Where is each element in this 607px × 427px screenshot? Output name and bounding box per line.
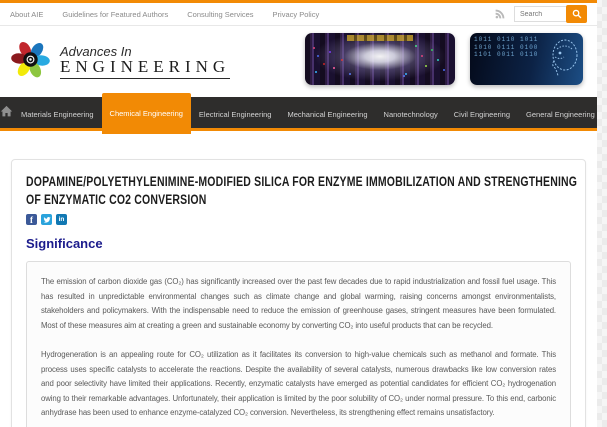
top-bar	[0, 0, 597, 26]
site-header	[0, 26, 597, 97]
link-guidelines[interactable]: Guidelines for Featured Authors	[62, 9, 169, 19]
home-tab[interactable]	[0, 97, 13, 131]
search-box	[514, 5, 587, 23]
banner-digital-head-image[interactable]	[470, 33, 583, 85]
social-share-row	[26, 214, 571, 225]
content-area	[0, 131, 597, 427]
main-nav	[0, 97, 597, 131]
linkedin-share-icon[interactable]: in	[56, 214, 67, 225]
search-input[interactable]	[514, 6, 566, 22]
search-button[interactable]	[566, 5, 587, 23]
nav-item-chemical-engineering[interactable]: Chemical Engineering	[102, 93, 191, 134]
top-links	[10, 10, 319, 19]
home-icon	[0, 105, 13, 123]
paragraph-2: Hydrogeneration is an appealing route for CO₂ utilization as it facilitates its conversion to high-value chemicals such as methanol and formate. This process uses specific catalysts to accelerate the reactions. Despite the availability of several catalysts, numerous drawbacks like low conversion rates and poor selectivity have limited their applications. Recently, enzymatic catalysts have emerged as potential candidates for efficient CO₂ hydrogenation owing to their remarkable advantages. Unfortunately, their application is limited by the poor solubility of CO₂ under normal pressure. To this end, carbonic anhydrase has been used to enhance enzyme-catalyzed CO₂ conversion. Nevertheless, its strengthening effect remains unsatisfactory.	[41, 350, 556, 417]
nav-item-civil-engineering[interactable]: Civil Engineering	[453, 109, 511, 119]
article-title: DOPAMINE/POLYETHYLENIMINE-MODIFIED SILICA FOR ENZYME IMMOBILIZATION AND STRENGTHENING OF ENZYMATIC CO2 CONVERSION	[26, 174, 578, 208]
pinwheel-logo-icon	[8, 37, 53, 87]
site-logo[interactable]	[8, 37, 230, 87]
nav-item-mechanical-engineering[interactable]: Mechanical Engineering	[287, 109, 368, 119]
banner-binary-text: 1011 0110 1011 1010 0111 0100 1101 0011 0110	[474, 36, 539, 58]
rss-icon[interactable]	[495, 9, 505, 19]
paragraph-1: The emission of carbon dioxide gas (CO₂) has significantly increased over the past few decades due to rapid industrialization and fossil fuel usage. This has resulted in unpredictable environmental changes such as climate change and global warming, raising concerns amongst environmentalists, stakeholders and policymakers. With the indispensable need to reduce the emission of greenhouse gases, stringent measures have been formulated. Most of these measures aim at creating a green and sustainable economy by converting CO₂ into useful products that can be recycled.	[41, 277, 556, 330]
nav-item-general-engineering[interactable]: General Engineering	[526, 109, 595, 119]
logo-text-advances-in: Advances In	[60, 43, 132, 59]
logo-text-engineering: ENGINEERING	[60, 58, 230, 79]
significance-heading: Significance	[26, 236, 103, 251]
significance-text-box	[26, 261, 571, 427]
nav-item-nanotechnology[interactable]: Nanotechnology	[383, 109, 438, 119]
twitter-share-icon[interactable]	[41, 214, 52, 225]
link-consulting[interactable]: Consulting Services	[187, 9, 254, 19]
link-privacy[interactable]: Privacy Policy	[272, 9, 320, 19]
facebook-share-icon[interactable]: f	[26, 214, 37, 225]
wireframe-head-graphic	[541, 35, 581, 85]
link-about-aie[interactable]: About AIE	[10, 9, 44, 19]
article-card	[11, 159, 586, 427]
nav-item-electrical-engineering[interactable]: Electrical Engineering	[198, 109, 272, 119]
header-banners	[305, 33, 583, 85]
search-icon	[572, 7, 582, 22]
banner-datacenter-image[interactable]	[305, 33, 455, 85]
nav-item-materials-engineering[interactable]: Materials Engineering	[21, 109, 94, 119]
